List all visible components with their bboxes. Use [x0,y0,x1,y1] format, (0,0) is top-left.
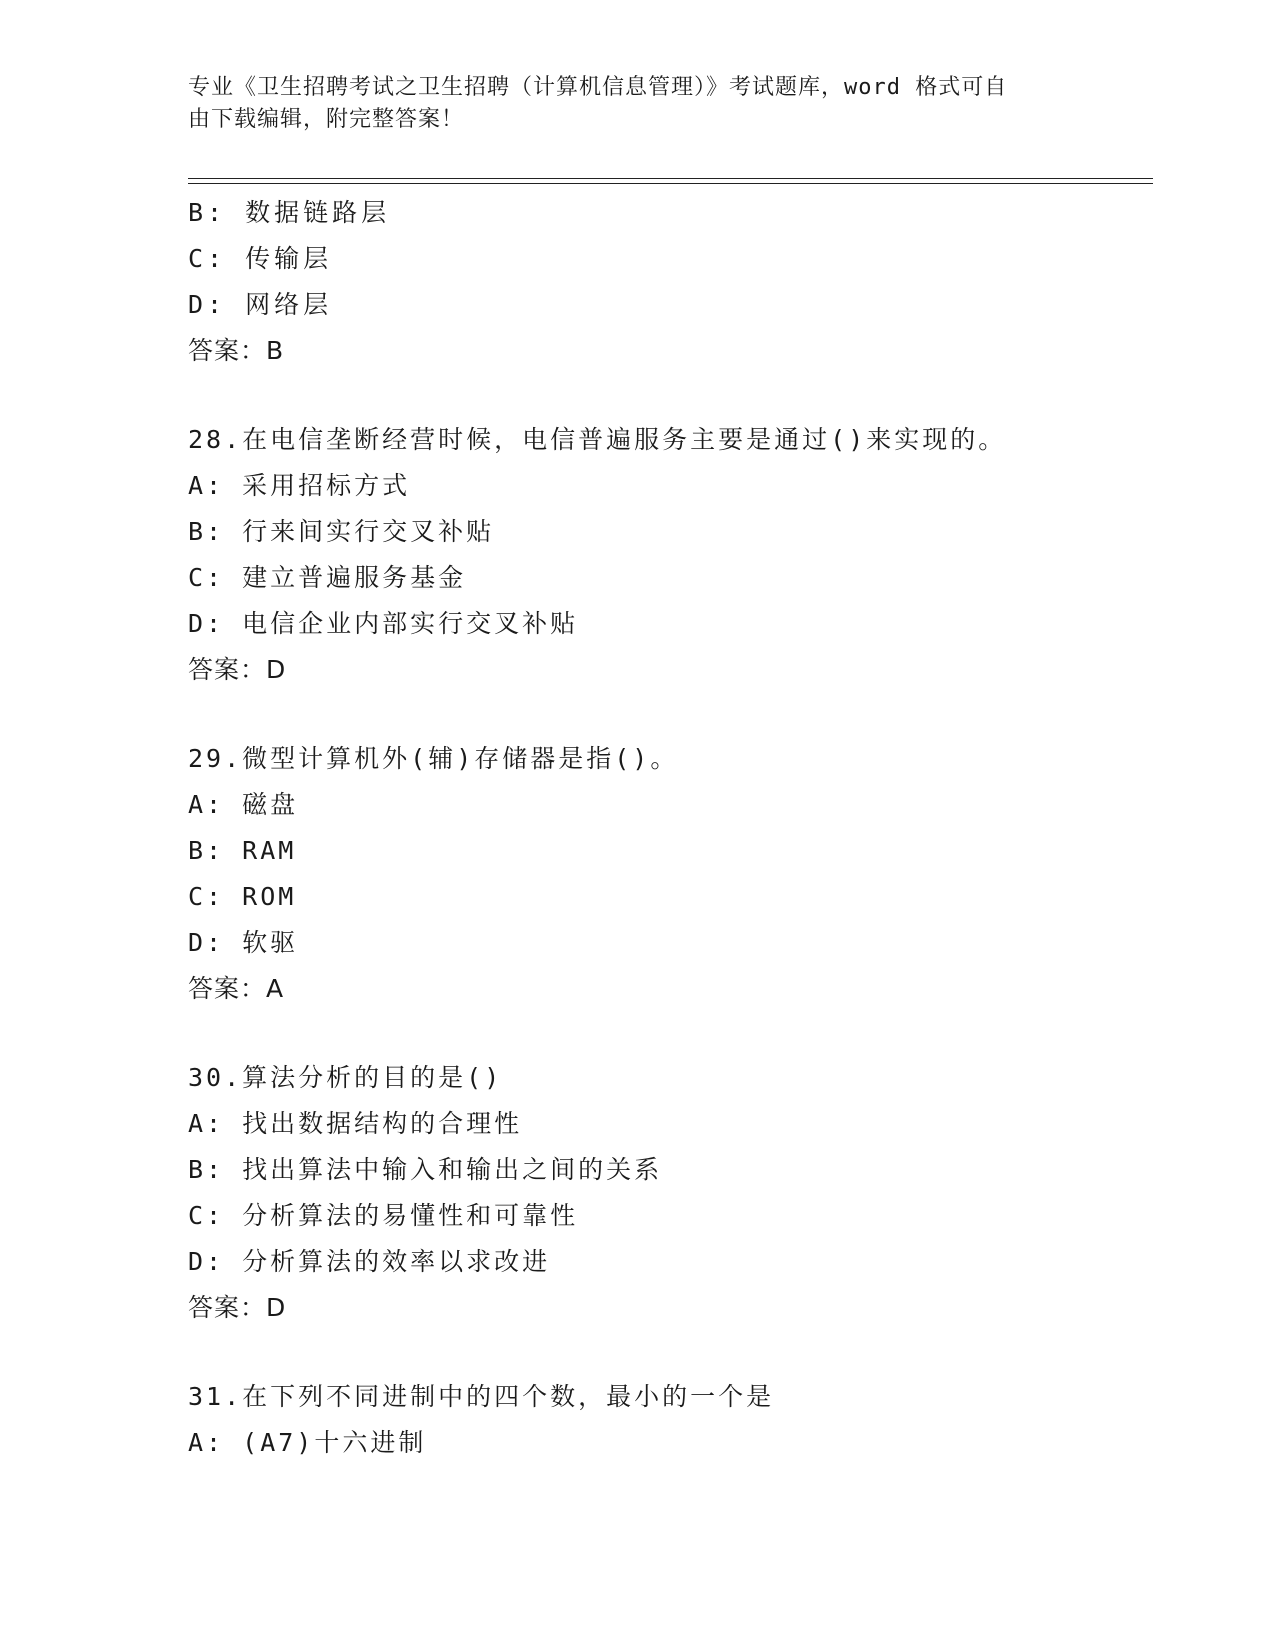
question-stem: 30.算法分析的目的是() [188,1063,503,1092]
answer-label: 答案：A [188,974,285,1003]
option-b: B: 找出算法中输入和输出之间的关系 [188,1155,663,1184]
question-29 [188,736,1148,1012]
option-d: D: 电信企业内部实行交叉补贴 [188,609,579,638]
option-a: A: 找出数据结构的合理性 [188,1109,523,1138]
option-c: C: 建立普遍服务基金 [188,563,467,592]
option-d: D: 软驱 [188,928,299,957]
option-c: C: 分析算法的易懂性和可靠性 [188,1201,579,1230]
option-c: C: ROM [188,882,297,911]
header-line-1: 专业《卫生招聘考试之卫生招聘（计算机信息管理）》考试题库，word 格式可自 [188,75,1008,100]
header-line-2: 由下载编辑，附完整答案！ [188,107,465,132]
question-stem: 31.在下列不同进制中的四个数，最小的一个是 [188,1382,775,1411]
question-31 [188,1374,1148,1466]
option-b: B: RAM [188,836,297,865]
question-28 [188,417,1148,693]
question-stem: 28.在电信垄断经营时候，电信普遍服务主要是通过()来实现的。 [188,425,1007,454]
question-30 [188,1055,1148,1331]
question-stem: 29.微型计算机外(辅)存储器是指()。 [188,744,679,773]
answer-label: 答案：D [188,1293,287,1322]
document-header [188,72,1088,136]
header-divider-bottom [188,183,1153,184]
question-27-continued [188,190,1148,374]
answer-label: 答案：B [188,336,285,365]
option-a: A: 采用招标方式 [188,471,411,500]
option-b: B: 数据链路层 [188,198,391,227]
header-divider-top [188,178,1153,179]
question-list [188,190,1148,1466]
answer-label: 答案：D [188,655,287,684]
option-d: D: 网络层 [188,290,333,319]
option-c: C: 传输层 [188,244,333,273]
option-a: A: (A7)十六进制 [188,1428,427,1457]
option-a: A: 磁盘 [188,790,299,819]
option-b: B: 行来间实行交叉补贴 [188,517,495,546]
option-d: D: 分析算法的效率以求改进 [188,1247,551,1276]
